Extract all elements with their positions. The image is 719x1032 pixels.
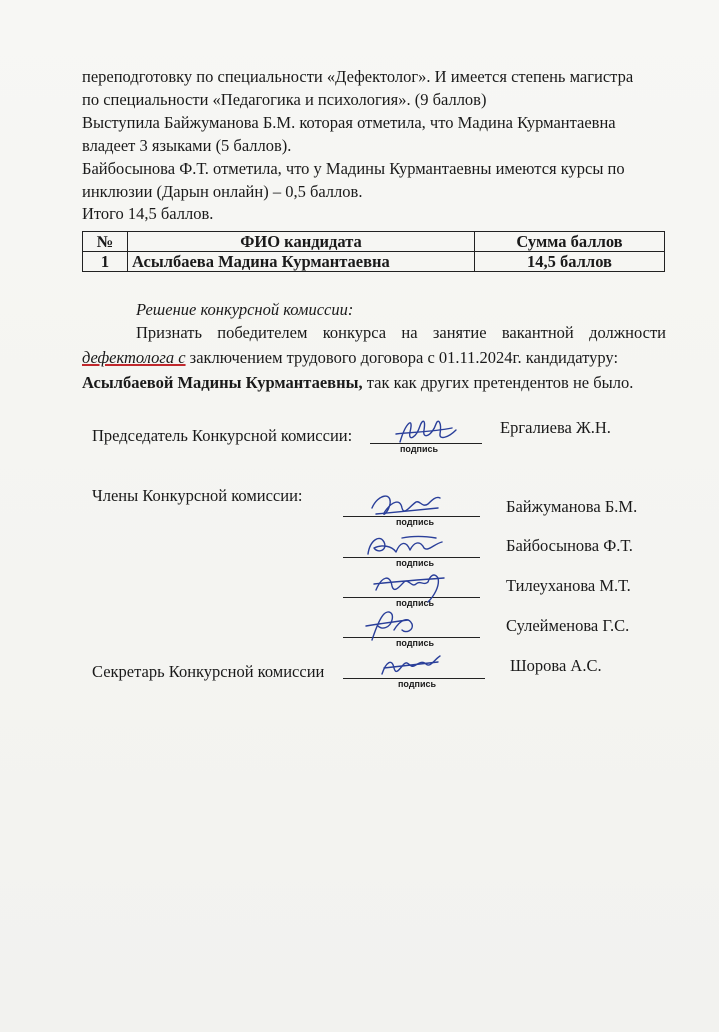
text-line-1: переподготовку по специальности «Дефектолог». И имеется степень магистра: [82, 67, 634, 86]
text-line-3: Выступила Байжуманова Б.М. которая отметила, что Мадина Курмантаевна: [82, 113, 616, 132]
member-name-4: Сулейменова Г.С.: [506, 616, 630, 635]
cell-sum: 14,5 баллов: [475, 252, 665, 272]
table-row: [83, 252, 665, 272]
member-4-signature: [362, 606, 422, 644]
member-2-signature: [362, 528, 452, 562]
decision-title: Решение конкурсной комиссии:: [136, 300, 354, 319]
member-1-signature: [366, 488, 446, 524]
podpis-label: подпись: [396, 517, 435, 527]
podpis-label: подпись: [400, 444, 439, 454]
podpis-label: подпись: [396, 558, 435, 568]
text-line-2: по специальности «Педагогика и психология». (9 баллов): [82, 90, 487, 109]
decision-line-2: [82, 348, 618, 368]
decision-line-3: [82, 373, 633, 393]
text-line-5: Байбосынова Ф.Т. отметила, что у Мадины Курмантаевны имеются курсы по: [82, 159, 625, 178]
podpis-label: подпись: [398, 679, 437, 689]
member-name-2: Байбосынова Ф.Т.: [506, 536, 633, 555]
member-name-1: Байжуманова Б.М.: [506, 497, 638, 516]
header-number: №: [83, 232, 128, 252]
header-sum: Сумма баллов: [475, 232, 665, 252]
text-line-6: инклюзии (Дарын онлайн) – 0,5 баллов.: [82, 182, 363, 201]
header-name: ФИО кандидата: [128, 232, 475, 252]
chair-label: Председатель Конкурсной комиссии:: [92, 426, 353, 445]
decision-reason: так как других претендентов не было.: [362, 373, 634, 392]
secretary-signature: [376, 650, 446, 682]
chair-signature: [392, 412, 462, 450]
position-name: дефектолога с: [82, 348, 186, 367]
secretary-label: Секретарь Конкурсной комиссии: [92, 662, 325, 681]
text-line-7: Итого 14,5 баллов.: [82, 204, 214, 223]
chair-name: Ергалиева Ж.Н.: [500, 418, 611, 437]
podpis-label: подпись: [396, 598, 435, 608]
member-name-3: Тилеуханова М.Т.: [506, 576, 631, 595]
cell-number: 1: [83, 252, 128, 272]
candidate-table: [82, 231, 665, 272]
decision-line-1: Признать победителем конкурса на занятие вакантной должности: [136, 323, 666, 342]
contract-text: заключением трудового договора с 01.11.2024г. кандидатуру:: [185, 348, 619, 367]
secretary-name: Шорова А.С.: [510, 656, 602, 675]
member-3-signature: [368, 566, 454, 606]
members-label: Члены Конкурсной комиссии:: [92, 486, 303, 505]
cell-name: Асылбаева Мадина Курмантаевна: [128, 252, 475, 272]
winner-name: Асылбаевой Мадины Курмантаевны,: [82, 373, 363, 392]
text-line-4: владеет 3 языками (5 баллов).: [82, 136, 292, 155]
podpis-label: подпись: [396, 638, 435, 648]
table-header-row: [83, 232, 665, 252]
